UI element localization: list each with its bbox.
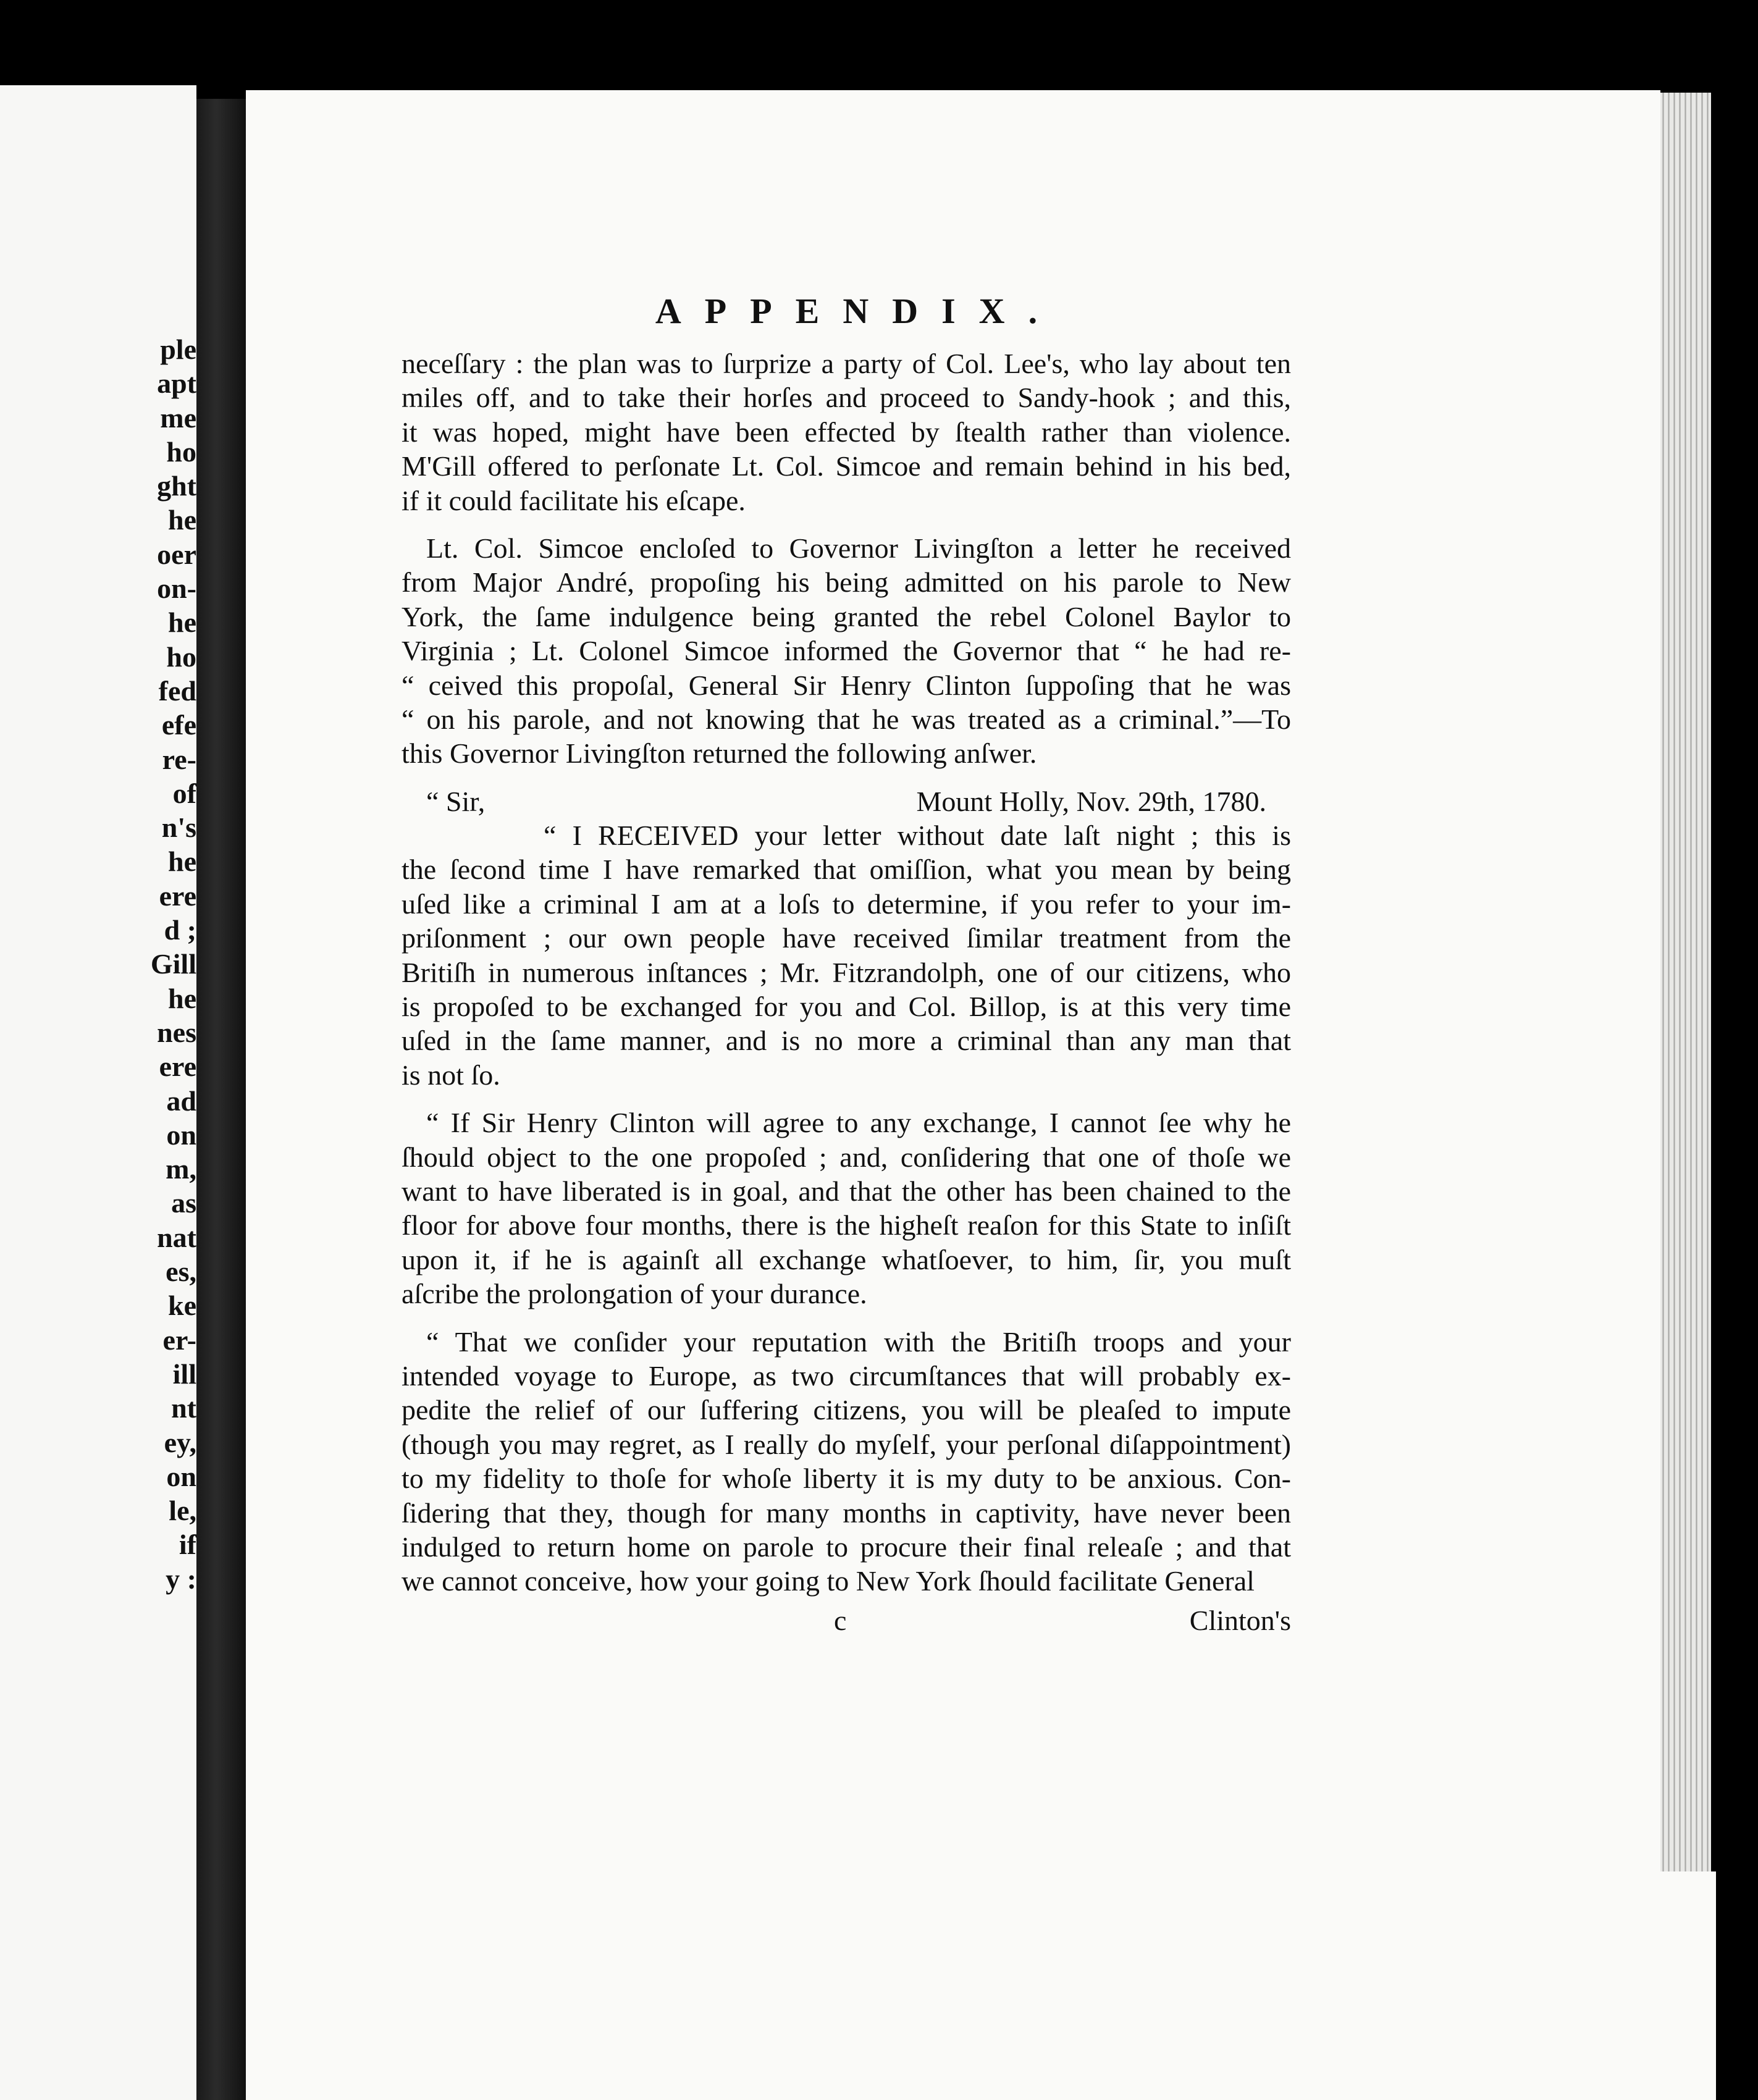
letter-dateline — [402, 784, 1291, 818]
text-line: from Major André, propoſing his being admitted on his parole to New — [402, 566, 1291, 598]
facing-page-fragment: re- — [162, 743, 196, 775]
intro-paragraphs — [402, 346, 1291, 771]
facing-page-fragment: apt — [157, 368, 196, 400]
facing-page — [0, 85, 196, 2100]
text-line: “ If Sir Henry Clinton will agree to any exchange, I cannot ſee why he — [426, 1107, 1291, 1139]
letter-paragraphs — [402, 818, 1291, 1598]
facing-page-fragment: ho — [166, 640, 196, 673]
page-text — [402, 290, 1291, 1637]
text-line: this Governor Livingſton returned the following anſwer. — [402, 737, 1037, 770]
facing-page-fragment: on- — [157, 573, 196, 605]
facing-page-fragment: if — [179, 1529, 196, 1561]
facing-page-fragment: Gill — [150, 948, 196, 980]
facing-page-fragment: on — [166, 1119, 196, 1151]
facing-page-fragment: d ; — [164, 914, 196, 946]
facing-page-fragment: me — [160, 401, 196, 434]
facing-page-fragment: oer — [157, 538, 196, 570]
text-line: the ſecond time I have remarked that omiſſion, what you mean by being — [402, 854, 1291, 886]
facing-page-fragment: nes — [157, 1016, 196, 1048]
facing-page-fragment: nat — [157, 1221, 196, 1253]
facing-page-fragment: le, — [169, 1495, 196, 1527]
letter-place-date: Mount Holly, Nov. 29th, 1780. — [916, 785, 1266, 817]
facing-page-fragment: he — [168, 982, 196, 1014]
text-line: Lt. Col. Simcoe encloſed to Governor Livingſton a letter he received — [426, 532, 1291, 564]
facing-page-fragment: of — [172, 777, 196, 809]
text-line: we cannot conceive, how your going to New York ſhould facilitate General — [402, 1565, 1255, 1597]
facing-page-fragment: ey, — [164, 1426, 196, 1458]
text-line: ſhould object to the one propoſed ; and, conſidering that one of thoſe we — [402, 1141, 1291, 1173]
text-line: is propoſed to be exchanged for you and Col. Billop, is at this very time — [402, 991, 1291, 1023]
facing-page-fragment: on — [166, 1460, 196, 1492]
text-line: York, the ſame indulgence being granted the rebel Colonel Baylor to — [402, 600, 1291, 632]
paragraph — [402, 1325, 1291, 1598]
text-line: indulged to return home on parole to procure their final releaſe ; and that — [402, 1531, 1291, 1563]
facing-page-fragment: er- — [162, 1324, 196, 1356]
text-line: upon it, if he is againſt all exchange whatſoever, to him, ſir, you muſt — [402, 1243, 1291, 1275]
text-line: “ on his parole, and not knowing that he was treated as a criminal.”—To — [402, 703, 1291, 735]
facing-page-fragment: as — [171, 1187, 196, 1219]
text-line: “ That we conſider your reputation with the Britiſh troops and your — [426, 1325, 1291, 1358]
text-line: intended voyage to Europe, as two circumſtances that will probably ex- — [402, 1359, 1291, 1392]
paragraph — [402, 818, 1291, 1092]
text-line: M'Gill offered to perſonate Lt. Col. Simcoe and remain behind in his bed, — [402, 450, 1291, 482]
text-line: to my fidelity to thoſe for whoſe liberty it is my duty to be anxious. Con- — [402, 1463, 1291, 1495]
text-line: it was hoped, might have been effected by ſtealth rather than violence. — [402, 416, 1291, 448]
facing-page-fragment: efe — [161, 709, 196, 741]
page-bottom — [246, 1871, 1716, 2100]
text-line: miles off, and to take their horſes and proceed to Sandy-hook ; and this, — [402, 382, 1291, 414]
text-line: neceſſary : the plan was to ſurprize a party of Col. Lee's, who lay about ten — [402, 348, 1291, 379]
text-line: (though you may regret, as I really do myſelf, your perſonal diſappointment) — [402, 1428, 1291, 1460]
letter-salutation: “ Sir, — [426, 785, 486, 817]
facing-page-fragment: m, — [166, 1153, 196, 1185]
facing-page-fragment: fed — [158, 674, 196, 707]
text-line: pedite the relief of our ſuffering citizens, you will be pleaſed to impute — [402, 1394, 1291, 1426]
facing-page-fragment: ple — [160, 334, 196, 365]
facing-page-fragment: y : — [166, 1563, 196, 1595]
paragraph — [402, 346, 1291, 518]
text-line: ſidering that they, though for many months in captivity, have never been — [402, 1497, 1291, 1529]
facing-page-fragment: ill — [172, 1358, 196, 1390]
facing-page-fragment: es, — [166, 1256, 196, 1288]
text-line: uſed like a criminal I am at a loſs to determine, if you refer to your im- — [402, 888, 1291, 920]
text-line: aſcribe the prolongation of your durance. — [402, 1278, 867, 1310]
facing-page-fragment: n's — [161, 812, 196, 844]
book-gutter — [196, 99, 246, 2100]
text-line: uſed in the ſame manner, and is no more a criminal than any man that — [402, 1025, 1291, 1057]
catchword: Clinton's — [1189, 1604, 1291, 1636]
page-header: APPENDIX. — [655, 291, 1061, 331]
facing-page-fragment: ere — [159, 1051, 196, 1083]
facing-page-fragment: ke — [168, 1290, 196, 1322]
paragraph — [402, 1106, 1291, 1311]
text-line: if it could facilitate his eſcape. — [402, 484, 746, 516]
facing-page-fragment: he — [168, 504, 196, 536]
text-line: want to have liberated is in goal, and that the other has been chained to the — [402, 1175, 1291, 1207]
page-footer — [402, 1603, 1291, 1637]
facing-page-fragment: ho — [166, 435, 196, 468]
text-line: “ ceived this propoſal, General Sir Henry Clinton ſuppoſing that he was — [402, 669, 1291, 701]
text-line: Britiſh in numerous inſtances ; Mr. Fitzrandolph, one of our citizens, who — [402, 956, 1291, 988]
facing-page-fragment: he — [168, 846, 196, 878]
text-line: is not ſo. — [402, 1059, 500, 1091]
facing-page-fragment: ad — [166, 1085, 196, 1117]
text-line: Virginia ; Lt. Colonel Simcoe informed the Governor that “ he had re- — [402, 635, 1291, 667]
facing-page-fragment: ere — [159, 880, 196, 912]
facing-page-fragment: ght — [157, 470, 196, 502]
facing-page-fragment: he — [168, 607, 196, 639]
text-line: “ I RECEIVED your letter without date laſt night ; this is — [544, 820, 1291, 852]
paragraph — [402, 531, 1291, 771]
text-line: floor for above four months, there is the higheſt reaſon for this State to inſiſt — [402, 1209, 1291, 1241]
text-line: priſonment ; our own people have received ſimilar treatment from the — [402, 922, 1291, 954]
facing-page-fragment: nt — [171, 1392, 196, 1424]
facing-page-text-fragments — [116, 332, 196, 1596]
signature-mark: c — [834, 1604, 847, 1636]
